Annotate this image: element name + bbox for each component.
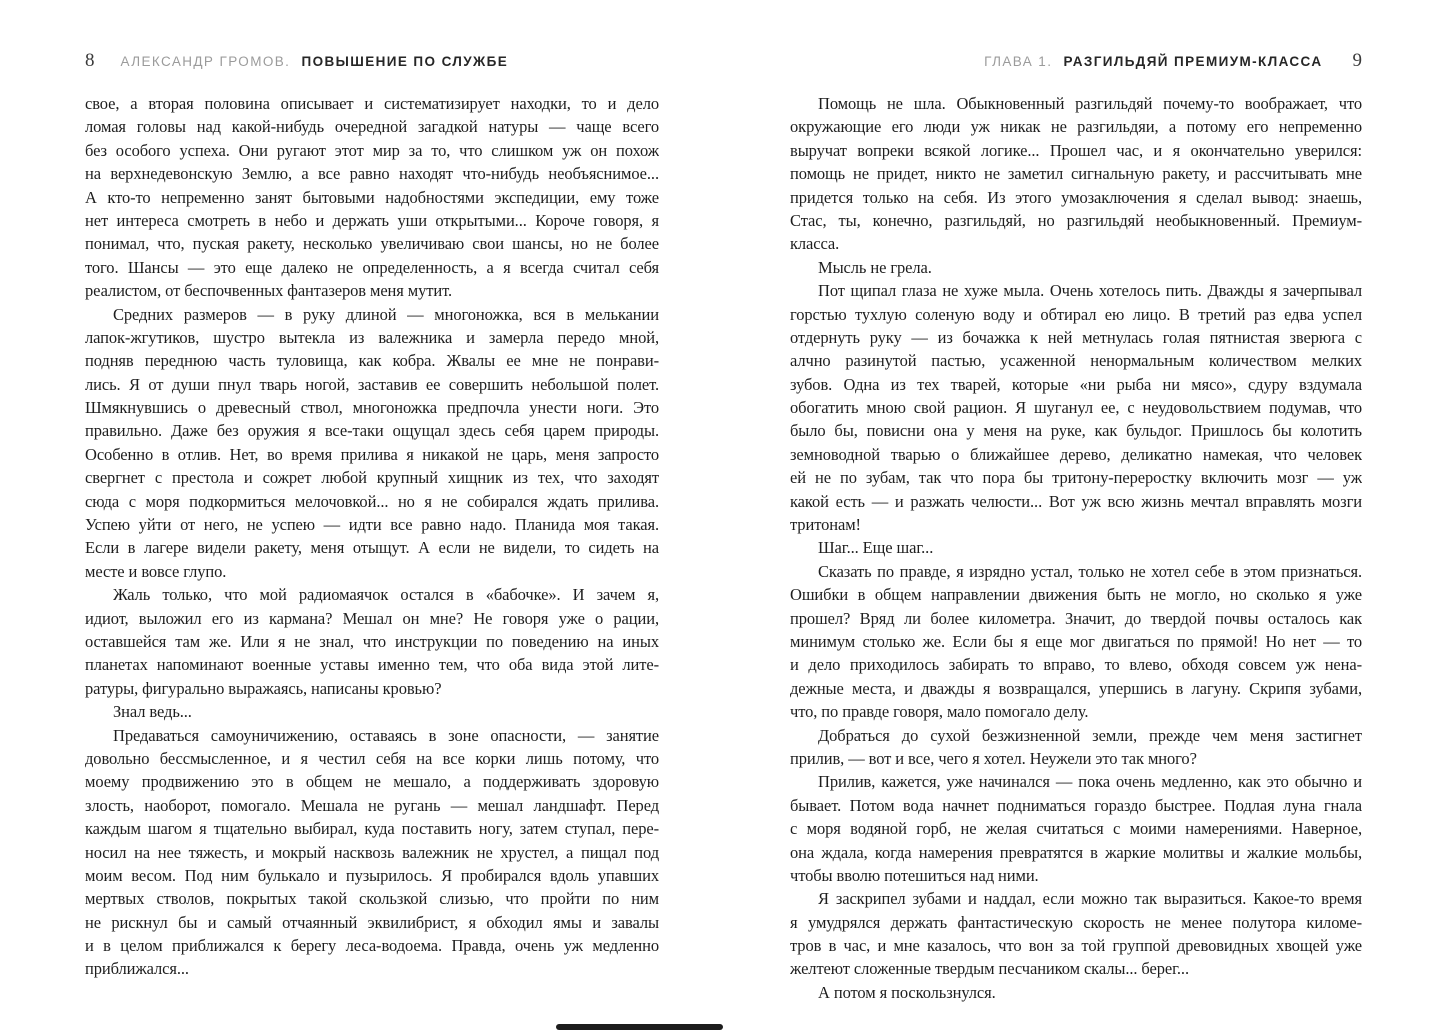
text-line: моим весом. Под ним булькало и пузырилось. Я пробирался вдоль упавших [85, 865, 659, 885]
running-header-left-text [121, 54, 509, 69]
text-line: Мысль не грела. [818, 257, 932, 277]
text-line: лись. Я от души пнул тварь ногой, заставив ее совершить небольшой полет. [85, 374, 659, 394]
header-chapter-title: РАЗГИЛЬДЯЙ ПРЕМИУМ-КЛАССА [1063, 54, 1323, 69]
text-line: Стас, ты, конечно, разгильдяй, но разгильдяй необыкновенный. Премиум- [790, 210, 1362, 230]
text-line: приближался... [85, 959, 189, 979]
home-indicator-bar[interactable] [556, 1024, 723, 1030]
text-line: ратуры, фигурально выражаясь, написаны кровью? [85, 678, 442, 698]
text-line: злость, наоборот, помогало. Мешала не ругань — мешал ландшафт. Перед [85, 795, 659, 815]
text-line: тритонам! [790, 515, 861, 535]
header-book-title: ПОВЫШЕНИЕ ПО СЛУЖБЕ [301, 54, 509, 69]
text-line: того. Шансы — это еще далеко не определенность, а я всегда считал себя [85, 257, 659, 277]
text-line: идиот, выложил его из кармана? Мешал он мне? Не говоря уже о рации, [85, 608, 659, 628]
running-header-right-text [984, 54, 1322, 69]
text-line: на верхнедевонскую Землю, а все равно находят что-нибудь необъяснимое... [85, 164, 659, 184]
text-line: и дело приходилось забирать то вправо, то влево, обходя совсем уж нена- [790, 655, 1362, 675]
text-line: планетах напоминают военные уставы именно тем, что оба вида этой лите- [85, 655, 659, 675]
text-line: А потом я поскользнулся. [818, 982, 996, 1002]
page-body-left [85, 92, 659, 981]
running-header-left [85, 50, 659, 72]
text-line: Ошибки в общем направлении движения быть не могло, но сколько я уже [790, 585, 1362, 605]
text-line: помощь не придет, никто не заметил сигнальную ракету, и рассчитывать мне [790, 164, 1362, 184]
text-line: месте и вовсе глупо. [85, 561, 227, 581]
text-line: Средних размеров — в руку длиной — многоножка, вся в мелькании [113, 304, 659, 324]
text-line: Жаль только, что мой радиомаячок остался в «бабочке». И зачем я, [113, 585, 659, 605]
text-line: тров в час, и мне казалось, что вон за той группой древовидных хвощей уже [790, 936, 1362, 956]
page-number-left: 8 [85, 50, 95, 71]
text-line: Я заскрипел зубами и наддал, если можно так выразиться. Какое-то время [818, 889, 1362, 909]
text-line: мертвых стволов, покрытых такой скользкой слизью, что пройти по ним [85, 889, 659, 909]
text-line: Особенно в отлив. Нет, во время прилива я никакой не царь, меня запросто [85, 444, 659, 464]
text-line: моему продвижению это в общем не мешало, а поддерживать здоровую [85, 772, 659, 792]
text-line: не рискнул бы и самый отчаянный эквилибрист, я обходил ямы и завалы [85, 912, 659, 932]
text-line: дежные места, и дважды я возвращался, упершись в лагуну. Скрипя зубами, [790, 678, 1362, 698]
text-line: Шмякнувшись о древесный ствол, многоножка предпочла унести ноги. Это [85, 398, 659, 418]
text-line: Успею уйти от него, не успею — идти все равно надо. Планида моя такая. [85, 515, 659, 535]
text-line: желтеют сложенные твердым песчаником скалы... берег... [790, 959, 1189, 979]
text-line: она ждала, когда намерения превратятся в жаркие молитвы и жалкие мольбы, [790, 842, 1362, 862]
text-line: Шаг... Еще шаг... [818, 538, 934, 558]
text-line: чтобы вволю потешиться над ними. [790, 865, 1039, 885]
text-line: алчно разинутой пастью, усаженной ненормальным количеством мелких [790, 351, 1362, 371]
text-line: выручат вопреки всякой логике... Прошел час, и я окончательно уверился: [790, 140, 1362, 160]
text-line: придется только на себя. Из этого умозаключения я сделал вывод: знаешь, [790, 187, 1362, 207]
text-line: окружающие его люди уж никак не разгильдяи, а потому его непременно [790, 117, 1362, 137]
text-line: обогатить мною свой рацион. Я шуганул ее, с неудовольствием подумав, что [790, 398, 1362, 418]
text-line: А кто-то непременно занят бытовыми надобностями экспедиции, ему тоже [85, 187, 659, 207]
text-line: подняв переднюю часть туловища, как кобра. Жвалы ее мне не понрави- [85, 351, 659, 371]
text-line: свое, а вторая половина описывает и систематизирует находки, то и дело [85, 94, 659, 113]
text-line: земноводной тварью о ближайшее дерево, деликатно намекая, что человек [790, 444, 1362, 464]
text-line: сюда с моря подкормиться мелочовкой... но я не собирался ждать прилива. [85, 491, 659, 511]
text-line: что, по правде говоря, мало помогало делу. [790, 702, 1089, 722]
running-header-right [790, 50, 1362, 72]
text-line: Прилив, кажется, уже начинался — пока очень медленно, как это обычно и [818, 772, 1362, 792]
text-line: с моря водяной горб, не желая считаться с моими намерениями. Наверное, [790, 819, 1362, 839]
text-line: бывает. Потом вода начнет подниматься гораздо быстрее. Подлая луна гнала [790, 795, 1362, 815]
text-line: минимум столько же. Если бы я еще мог двигаться по прямой! Но нет — то [790, 631, 1362, 651]
text-line: свергнет с престола и сожрет любой крупный хищник из тех, что заходят [85, 468, 659, 488]
text-line: без особого успеха. Они ругают этот мир за то, что слишком уж он похож [85, 140, 659, 160]
text-line: отдернуть руку — из бочажка к ней метнулась голая пятнистая зверюга с [790, 327, 1362, 347]
text-line: каждым шагом я тщательно выбирал, куда поставить ногу, затем ступал, пере- [85, 819, 659, 839]
text-line: и в целом приближался к берегу леса-водоема. Правда, очень уж медленно [85, 936, 659, 956]
text-line: нет интереса смотреть в небо и держать уши открытыми... Короче говоря, я [85, 210, 659, 230]
text-line: Помощь не шла. Обыкновенный разгильдяй почему-то воображает, что [818, 94, 1362, 113]
text-line: довольно бессмысленное, и я честил себя на все корки лишь потому, что [85, 748, 659, 768]
text-line: лапок-жгутиков, шустро вытекла из валежника и замерла передо мной, [85, 327, 659, 347]
text-line: ей не по зубам, так что пора бы тритону-переростку включить мозг — уж [790, 468, 1362, 488]
page-number-right: 9 [1352, 50, 1362, 71]
text-line: Если в лагере видели ракету, меня отыщут. А если не видели, то сидеть на [85, 538, 659, 558]
header-chapter: ГЛАВА 1. [984, 54, 1053, 69]
text-line: прилив, — вот и все, чего я хотел. Неужели это так много? [790, 748, 1197, 768]
header-author: АЛЕКСАНДР ГРОМОВ. [120, 54, 291, 69]
text-line: реалистом, от беспочвенных фантазеров меня мутит. [85, 281, 453, 301]
text-line: зубов. Одна из тех тварей, которые «ни рыба ни мясо», сдуру вздумала [790, 374, 1362, 394]
text-line: Знал ведь... [113, 702, 192, 722]
text-line: Пот щипал глаза не хуже мыла. Очень хотелось пить. Дважды я зачерпывал [818, 281, 1362, 301]
text-line: Сказать по правде, я изрядно устал, только не хотел себе в этом признаться. [818, 561, 1362, 581]
text-line: горстью тухлую соленую воду и обтирал ею лицо. В третий раз едва успел [790, 304, 1362, 324]
text-line: понимал, что, пуская ракету, несколько увеличиваю свои шансы, но не более [85, 234, 659, 254]
text-line: какой есть — и разжать челюсти... Вот уж всю жизнь мечтал вправлять мозги [790, 491, 1362, 511]
text-line: прошел? Вряд ли более километра. Значит, до твердой почвы осталось как [790, 608, 1362, 628]
text-line: класса. [790, 234, 840, 254]
text-line: было бы, повисни она у меня на руке, как бульдог. Пришлось бы колотить [790, 421, 1362, 441]
text-line: оставшейся там же. Или я не знал, что инструкции по поведению на иных [85, 631, 659, 651]
text-line: ломая головы над какой-нибудь очередной загадкой натуры — чаще всего [85, 117, 659, 137]
text-line: правильно. Даже без оружия я все-таки ощущал здесь себя царем природы. [85, 421, 659, 441]
page-body-right [790, 92, 1362, 1004]
text-line: я умудрялся держать фантастическую скорость не менее полутора киломе- [790, 912, 1362, 932]
text-line: Добраться до сухой безжизненной земли, прежде чем меня застигнет [818, 725, 1362, 745]
text-line: носил на нее тяжесть, и мокрый насквозь валежник не хрустел, а пищал под [85, 842, 659, 862]
text-line: Предаваться самоуничижению, оставаясь в зоне опасности, — занятие [113, 725, 659, 745]
